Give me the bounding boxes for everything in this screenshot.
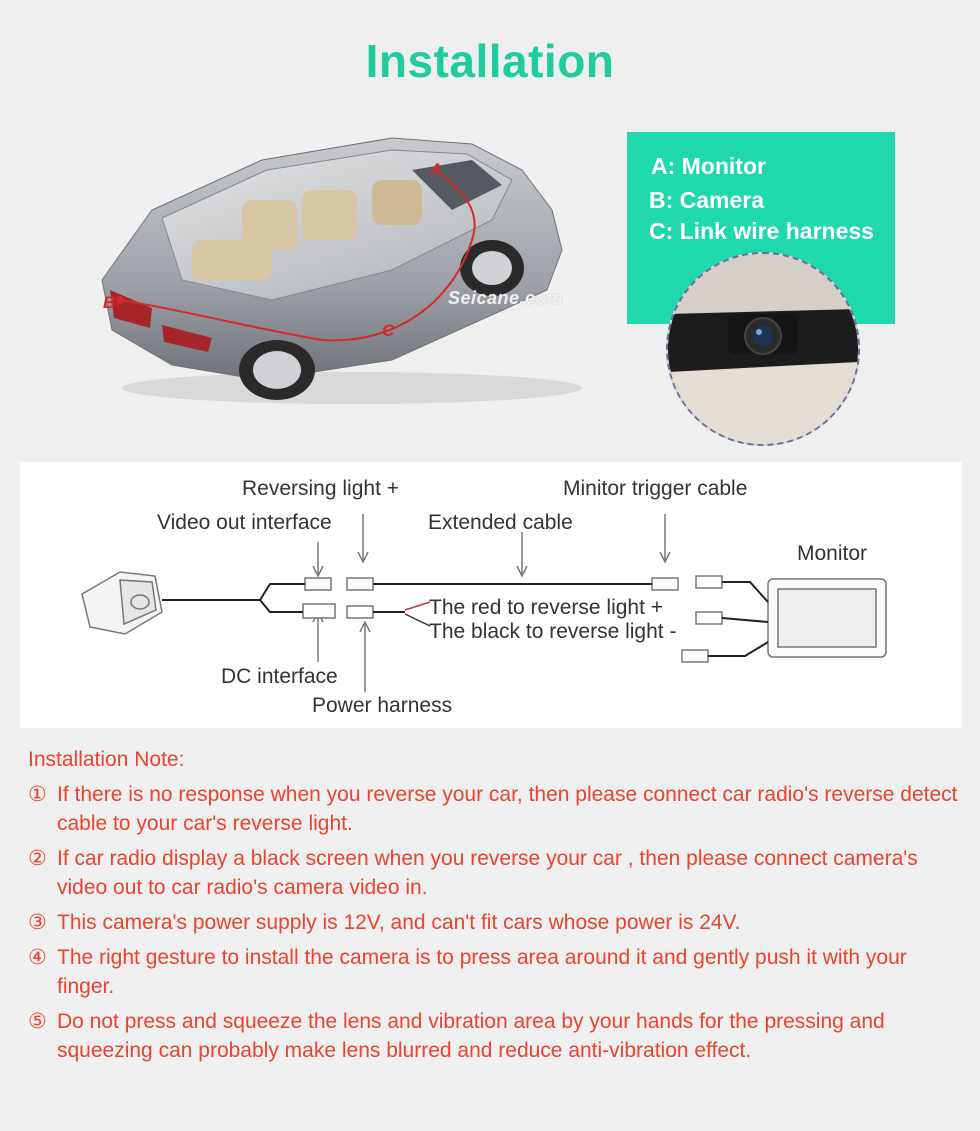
legend-item-harness: C: Link wire harness [649, 218, 874, 244]
notes-heading: Installation Note: [28, 748, 185, 771]
note-number: ② [28, 847, 47, 870]
label-power-harness: Power harness [312, 694, 453, 717]
note-item [28, 844, 968, 902]
label-reversing-light: Reversing light + [242, 477, 399, 500]
note-text: The right gesture to install the camera is to press area around it and gently push it with your finger. [57, 946, 907, 998]
note-item [28, 908, 968, 937]
camera-closeup [666, 252, 860, 446]
note-text: This camera's power supply is 12V, and can't fit cars whose power is 24V. [57, 911, 741, 934]
label-red-wire: The red to reverse light + [429, 596, 664, 619]
label-monitor: Monitor [797, 542, 868, 565]
label-minitor-trigger: Minitor trigger cable [563, 477, 748, 500]
note-number: ⑤ [28, 1010, 47, 1033]
note-item [28, 943, 968, 1001]
label-black-wire: The black to reverse light - [429, 620, 677, 643]
wiring-diagram [20, 462, 962, 728]
marker-a: A [430, 160, 443, 179]
legend-item-monitor: A: Monitor [651, 153, 766, 179]
note-number: ③ [28, 911, 47, 934]
watermark: Seicane.com [448, 288, 564, 308]
label-video-out: Video out interface [157, 511, 332, 534]
label-dc-interface: DC interface [221, 665, 338, 688]
note-number: ④ [28, 946, 47, 969]
note-text: If car radio display a black screen when you reverse your car , then please connect camera's video out to car radio's camera video in. [57, 847, 918, 899]
installation-notes [28, 748, 968, 1071]
label-extended-cable: Extended cable [428, 511, 573, 534]
note-item [28, 780, 968, 838]
note-text: If there is no response when you reverse your car, then please connect car radio's reverse detect cable to your car's reverse light. [57, 783, 958, 835]
legend-item-camera: B: Camera [649, 187, 765, 213]
page-title: Installation [365, 35, 615, 87]
note-text: Do not press and squeeze the lens and vibration area by your hands for the pressing and squeezing can probably make lens blurred and reduce anti-vibration effect. [57, 1010, 885, 1062]
marker-b: B [103, 293, 116, 312]
marker-c: C [382, 321, 395, 340]
note-item [28, 1007, 968, 1065]
car-illustration [92, 130, 612, 410]
note-number: ① [28, 783, 47, 806]
